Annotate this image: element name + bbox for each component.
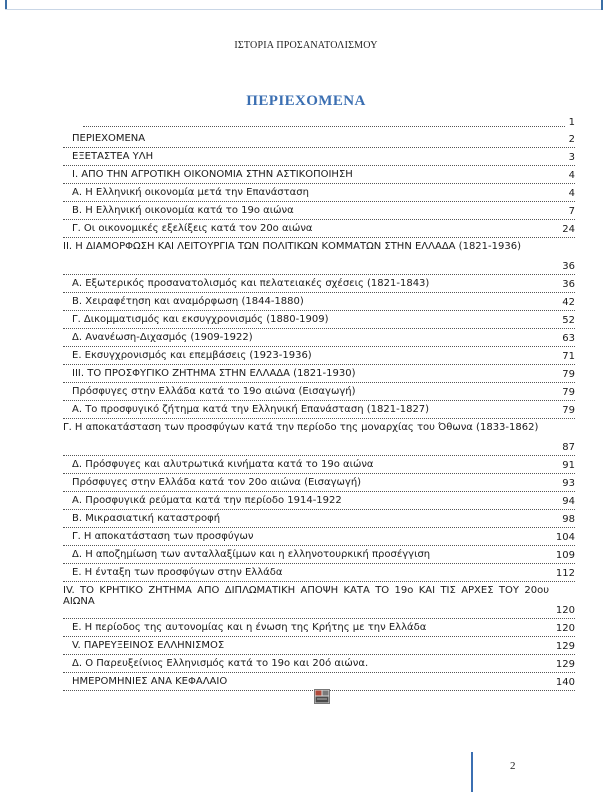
toc-entry-text: Γ. Δικομματισμός και εκσυγχρονισμός (1880-1909) (72, 314, 329, 325)
toc-entry-text: ΗΜΕΡΟΜΗΝΙΕΣ ΑΝΑ ΚΕΦΑΛΑΙΟ (72, 676, 228, 687)
toc-entry-page: 87 (562, 442, 575, 453)
toc-entry[interactable] (63, 130, 575, 148)
toc-entry[interactable] (63, 510, 575, 528)
toc-entry-text: Β. Η Ελληνική οικονομία κατά το 19ο αιώνα (72, 205, 294, 216)
toc-entry[interactable] (63, 112, 575, 130)
toc-entry[interactable] (63, 184, 575, 202)
toc-entry[interactable] (63, 655, 575, 673)
toc-entry[interactable] (63, 275, 575, 293)
toc-entry-page: 140 (555, 677, 575, 688)
toc-entry-text: Δ. Πρόσφυγες και αλυτρωτικά κινήματα κατά το 19ο αιώνα (72, 459, 374, 470)
toc-entry-text: Δ. Η αποζημίωση των ανταλλαξίμων και η ελληνοτουρκική προσέγγιση (72, 549, 431, 560)
toc-entry-text: Δ. Ανανέωση-Διχασμός (1909-1922) (72, 332, 253, 343)
toc-entry-text: ΕΞΕΤΑΣΤΕΑ ΥΛΗ (72, 151, 154, 162)
toc-entry[interactable] (63, 238, 575, 275)
toc-entry-page: 7 (568, 206, 575, 217)
toc-entry-page: 94 (562, 496, 575, 507)
toc-entry[interactable] (63, 329, 575, 347)
toc-entry-text: V. ΠΑΡΕΥΞΕΙΝΟΣ ΕΛΛΗΝΙΣΜΟΣ (72, 640, 225, 651)
toc-entry-text: Α. Το προσφυγικό ζήτημα κατά την Ελληνική Επανάσταση (1821-1827) (72, 404, 430, 415)
toc-entry-page: 24 (562, 224, 575, 235)
toc-entry-page: 79 (562, 387, 575, 398)
toc-entry[interactable] (63, 474, 575, 492)
toc-entry-page: 129 (555, 641, 575, 652)
toc-entry-text: Γ. Η αποκατάσταση των προσφύγων (72, 531, 254, 542)
toc-entry[interactable] (63, 202, 575, 220)
toc-entry-page: 52 (562, 315, 575, 326)
toc-entry[interactable] (63, 637, 575, 655)
toc-entry[interactable] (63, 492, 575, 510)
toc-entry-page: 1 (568, 117, 575, 128)
toc-entry-text: Β. Μικρασιατική καταστροφή (72, 513, 221, 524)
toc-entry-page: 2 (568, 134, 575, 145)
toc-entry-page: 129 (555, 659, 575, 670)
toc-entry-page: 42 (562, 297, 575, 308)
toc-entry-text: ΠΕΡΙΕΧΟΜΕΝΑ (72, 133, 146, 144)
toc-entry[interactable] (63, 582, 575, 619)
toc-entry-page: 109 (555, 550, 575, 561)
toc-entry-page: 93 (562, 478, 575, 489)
toc-entry-page: 112 (555, 568, 575, 579)
toc-entry[interactable] (63, 293, 575, 311)
toc-entry-text: ΙΙΙ. ΤΟ ΠΡΟΣΦΥΓΙΚΟ ΖΗΤΗΜΑ ΣΤΗΝ ΕΛΛΑΔΑ (1821-1930) (72, 368, 356, 379)
toc-entry[interactable] (63, 546, 575, 564)
book-icon (314, 689, 330, 704)
toc-entry-text: Ε. Η ένταξη των προσφύγων στην Ελλάδα (72, 567, 283, 578)
toc-entry-text: Ι. ΑΠΟ ΤΗΝ ΑΓΡΟΤΙΚΗ ΟΙΚΟΝΟΜΙΑ ΣΤΗΝ ΑΣΤΙΚΟΠΟΙΗΣΗ (72, 169, 353, 180)
toc-entry-page: 36 (562, 279, 575, 290)
toc-entry-text: Γ. Η αποκατάσταση των προσφύγων κατά την περίοδο της μοναρχίας του Όθωνα (1833-1862) (63, 422, 539, 433)
toc-entry-page: 91 (562, 460, 575, 471)
toc-entry[interactable] (63, 347, 575, 365)
toc-entry[interactable] (63, 401, 575, 419)
toc-entry-page: 63 (562, 333, 575, 344)
toc-entry-page: 4 (568, 170, 575, 181)
toc-entry[interactable] (63, 311, 575, 329)
toc-entry-page: 98 (562, 514, 575, 525)
toc-entry-text: Α. Εξωτερικός προσανατολισμός και πελατειακές σχέσεις (1821-1843) (72, 278, 430, 289)
toc-entry-text: Α. Προσφυγικά ρεύματα κατά την περίοδο 1914-1922 (72, 495, 342, 506)
toc-entry[interactable] (63, 365, 575, 383)
toc-entry[interactable] (63, 528, 575, 546)
toc-entry-page: 4 (568, 188, 575, 199)
toc-entry-text: Γ. Οι οικονομικές εξελίξεις κατά τον 20ο αιώνα (72, 223, 313, 234)
toc-entry-page: 3 (568, 152, 575, 163)
toc-entry-text: Πρόσφυγες στην Ελλάδα κατά τον 20ο αιώνα (Εισαγωγή) (72, 477, 362, 488)
footer-accent-bar (471, 752, 473, 792)
top-right-border (601, 0, 603, 10)
toc-entry-page: 79 (562, 369, 575, 380)
toc-entry-text: ΙΙ. Η ΔΙΑΜΟΡΦΩΣΗ ΚΑΙ ΛΕΙΤΟΥΡΓΙΑ ΤΩΝ ΠΟΛΙΤΙΚΩΝ ΚΟΜΜΑΤΩΝ ΣΤΗΝ ΕΛΛΑΔΑ (1821-1936) (63, 241, 521, 252)
toc-entry-text: Ε. Η περίοδος της αυτονομίας και η ένωση της Κρήτης με την Ελλάδα (72, 622, 427, 633)
toc-entry[interactable] (63, 564, 575, 582)
toc-entry-text: Α. Η Ελληνική οικονομία μετά την Επανάσταση (72, 187, 309, 198)
toc-entry[interactable] (63, 619, 575, 637)
toc-entry-page: 36 (562, 261, 575, 272)
toc-entry-page: 104 (555, 532, 575, 543)
toc-entry[interactable] (63, 456, 575, 474)
toc-entry-page: 120 (555, 623, 575, 634)
toc-entry-text: ΙV. ΤΟ ΚΡΗΤΙΚΟ ΖΗΤΗΜΑ ΑΠΟ ΔΙΠΛΩΜΑΤΙΚΗ ΑΠΟΨΗ ΚΑΤΑ ΤΟ 19ο ΚΑΙ ΤΙΣ ΑΡΧΕΣ ΤΟΥ 20ου ΑΙΩΝΑ (63, 585, 549, 607)
toc-entry-text: Β. Χειραφέτηση και αναμόρφωση (1844-1880) (72, 296, 304, 307)
table-of-contents (63, 112, 575, 691)
toc-entry[interactable] (63, 419, 575, 456)
toc-entry[interactable] (63, 148, 575, 166)
toc-entry-text: Δ. Ο Παρευξείνιος Ελληνισμός κατά το 19ο και 20ό αιώνα. (72, 658, 369, 669)
toc-entry[interactable] (63, 166, 575, 184)
toc-entry-text: Πρόσφυγες στην Ελλάδα κατά το 19ο αιώνα (Εισαγωγή) (72, 386, 356, 397)
toc-entry-page: 120 (555, 605, 575, 616)
top-border (5, 9, 603, 10)
leader-dots (83, 126, 565, 127)
toc-title: ΠΕΡΙΕΧΟΜΕΝΑ (246, 93, 366, 109)
toc-entry[interactable] (63, 383, 575, 401)
toc-entry-text: Ε. Εκσυγχρονισμός και επεμβάσεις (1923-1936) (72, 350, 312, 361)
running-header: ΙΣΤΟΡΙΑ ΠΡΟΣΑΝΑΤΟΛΙΣΜΟΥ (234, 40, 378, 51)
toc-entry[interactable] (63, 220, 575, 238)
toc-entry-page: 71 (562, 351, 575, 362)
toc-entry-page: 79 (562, 405, 575, 416)
page-number: 2 (510, 760, 516, 772)
